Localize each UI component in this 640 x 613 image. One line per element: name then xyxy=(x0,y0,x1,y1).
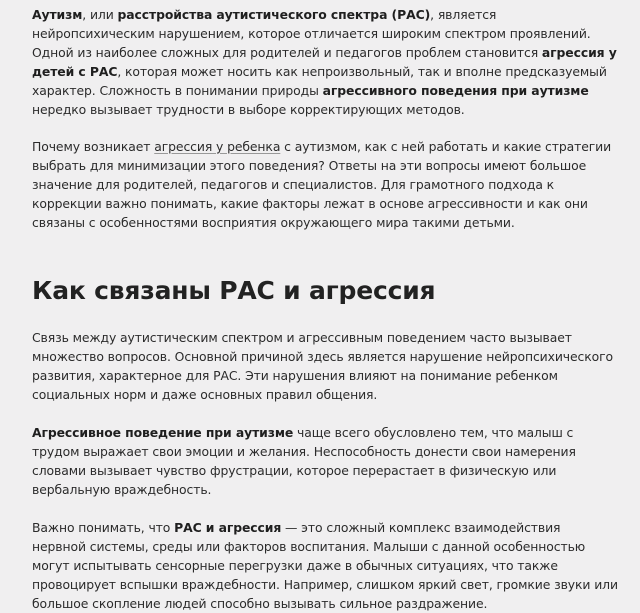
bold-term-autism: Аутизм xyxy=(32,7,83,22)
bold-term-aggressive-behavior: агрессивного поведения при аутизме xyxy=(322,83,589,98)
section-ras-aggression xyxy=(32,276,618,613)
intro-paragraph-2: Почему возникает агрессия у ребенка с аутизмом, как с ней работать и какие стратегии выбрать для минимизации этого поведения? Ответы на эти вопросы имеют большое значение для родителей, педагогов и специалистов. Для грамотного подхода к коррекции важно понимать, какие факторы лежат в основе агрессивности и как они связаны с особенностями восприятия окружающего мира такими детьми. xyxy=(32,139,612,230)
section-paragraph-2: Агрессивное поведение при аутизме чаще всего обусловлено тем, что малыш с трудом выражает свои эмоции и желания. Неспособность донести свои намерения словами вызывает чувство фрустрации, которое перерастает в физическую или вербальную враждебность. xyxy=(32,425,576,497)
intro-paragraph-1: Аутизм, или расстройства аутистического спектра (РАС), является нейропсихическим нарушением, которое отличается широким спектром проявлений. Одной из наиболее сложных для родителей и педагогов проблем становится агрессия у детей с РАС, которая может носить как непроизвольный, так и вполне предсказуемый характер. Сложность в понимании природы агрессивного поведения при аутизме нередко вызывает трудности в выборе корректирующих методов. xyxy=(32,7,617,117)
aggression-child-link[interactable]: агрессия у ребенка xyxy=(154,139,281,154)
bold-term-aggressive-behavior-2: Агрессивное поведение при аутизме xyxy=(32,425,294,440)
section-paragraph-1: Связь между аутистическим спектром и агрессивным поведением часто вызывает множество вопросов. Основной причиной здесь является нарушение нейропсихического развития, характерное для РАС. Эти нарушения влияют на понимание ребенком социальных норм и даже основных правил общения. xyxy=(32,330,614,402)
bold-term-aggression-ras: агрессия у детей с РАС xyxy=(32,45,617,79)
bold-term-ras: расстройства аутистического спектра (РАС) xyxy=(117,7,431,22)
section-heading: Как связаны РАС и агрессия xyxy=(32,276,436,305)
bold-term-ras-aggression: РАС и агрессия xyxy=(174,520,282,535)
section-paragraph-3: Важно понимать, что РАС и агрессия — это сложный комплекс взаимодействия нервной системы, среды или факторов воспитания. Малыши с данной особенностью могут испытывать сенсорные перегрузки даже в обычных ситуациях, что также провоцирует вспышки враждебности. Например, слишком яркий свет, громкие звуки или большое скопление людей способно вызывать сильное раздражение. xyxy=(32,520,618,611)
